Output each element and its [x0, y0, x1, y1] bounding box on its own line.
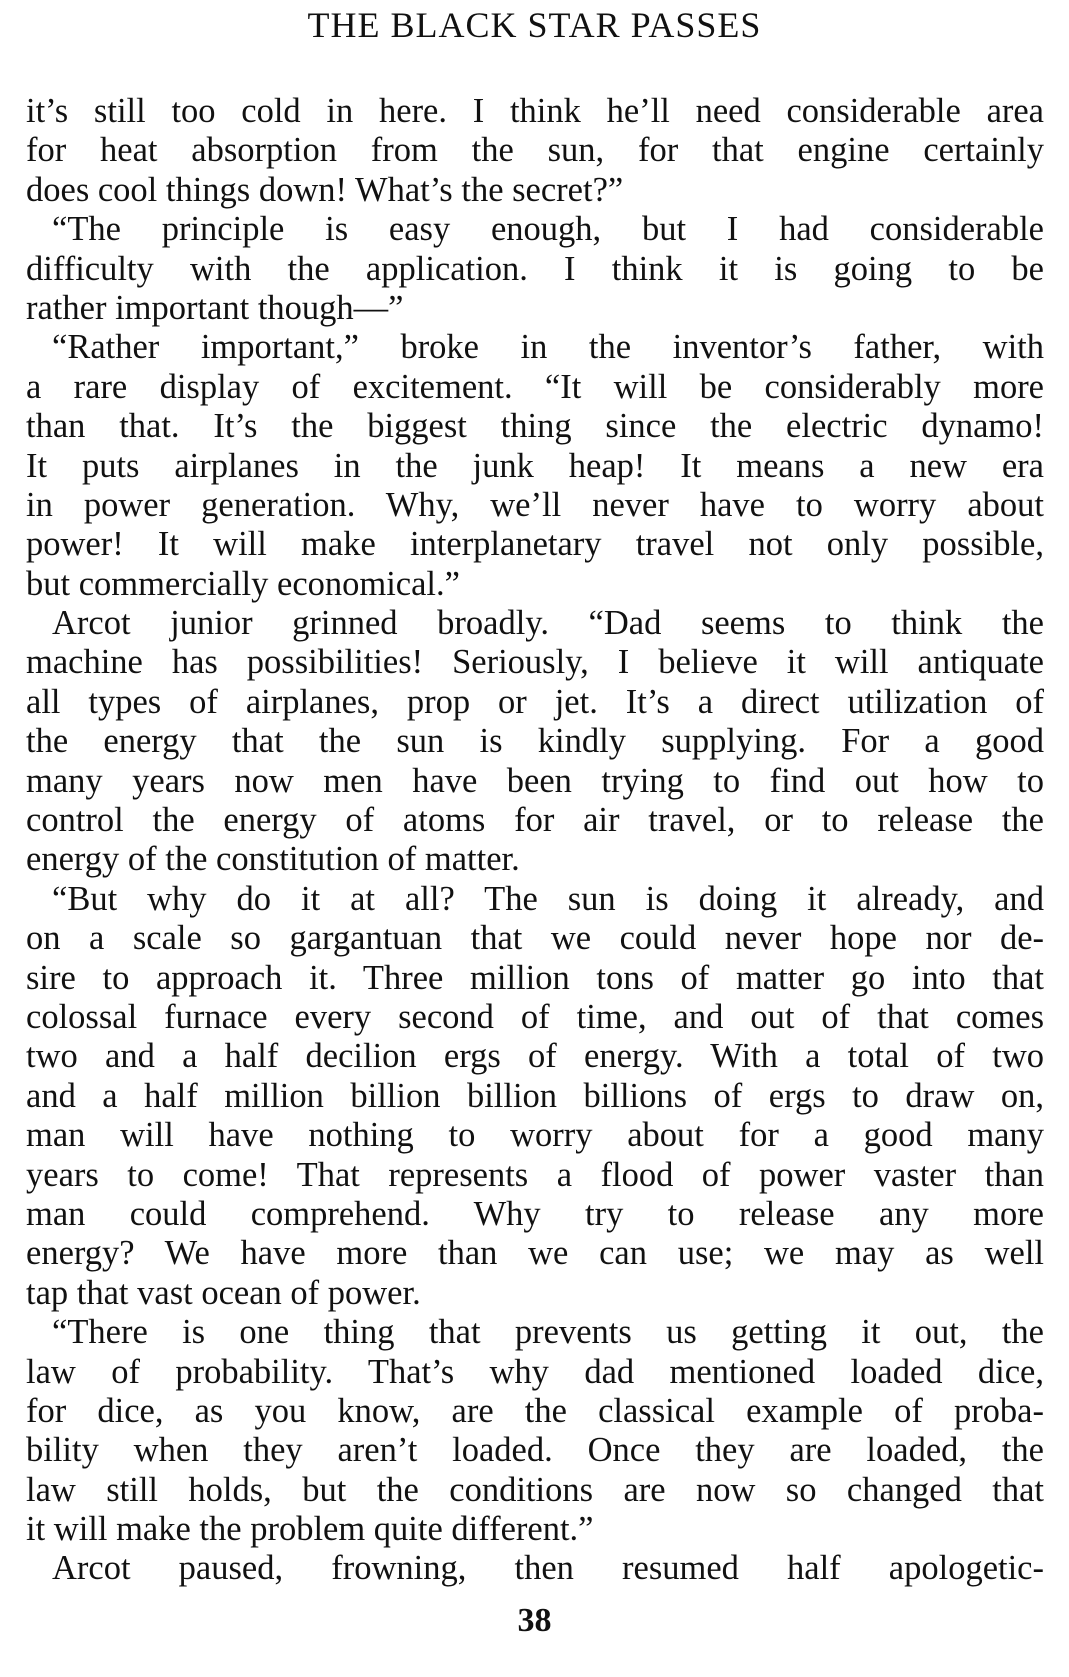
running-head: THE BLACK STAR PASSES — [307, 5, 762, 45]
text-line: but commercially economical.” — [26, 564, 460, 603]
text-line: bility when they aren’t loaded. Once they are loaded, the — [26, 1431, 1044, 1470]
text-line: does cool things down! What’s the secret?” — [26, 170, 624, 209]
text-line: It puts airplanes in the junk heap! It means a new era — [26, 446, 1044, 485]
text-line: law of probability. That’s why dad mentioned loaded dice, — [26, 1352, 1044, 1391]
text-line: on a scale so gargantuan that we could never hope nor de- — [26, 919, 1044, 958]
text-line: sire to approach it. Three million tons of matter go into that — [26, 958, 1044, 997]
text-line: two and a half decilion ergs of energy. With a total of two — [26, 1037, 1044, 1076]
text-line: power! It will make interplanetary travel not only possible, — [26, 525, 1044, 564]
text-line: a rare display of excitement. “It will be considerably more — [26, 367, 1044, 406]
text-line: energy? We have more than we can use; we may as well — [26, 1234, 1044, 1273]
text-line: rather important though—” — [26, 288, 404, 327]
text-line: for dice, as you know, are the classical example of proba- — [26, 1391, 1044, 1430]
text-line: many years now men have been trying to find out how to — [26, 761, 1044, 800]
text-line: it will make the problem quite different.” — [26, 1510, 594, 1549]
text-line: years to come! That represents a flood of power vaster than — [26, 1155, 1044, 1194]
text-line: energy of the constitution of matter. — [26, 840, 520, 879]
text-line: the energy that the sun is kindly supplying. For a good — [26, 722, 1044, 761]
text-line: for heat absorption from the sun, for that engine certainly — [26, 131, 1044, 170]
text-line: difficulty with the application. I think it is going to be — [26, 249, 1044, 288]
text-line: than that. It’s the biggest thing since the electric dynamo! — [26, 407, 1044, 446]
text-line: tap that vast ocean of power. — [26, 1273, 421, 1312]
text-line: machine has possibilities! Seriously, I believe it will antiquate — [26, 643, 1044, 682]
text-line: man will have nothing to worry about for a good many — [26, 1116, 1044, 1155]
text-line: law still holds, but the conditions are now so changed that — [26, 1470, 1044, 1509]
text-line: Arcot paused, frowning, then resumed half apologetic- — [52, 1549, 1044, 1588]
text-line: “Rather important,” broke in the inventor’s father, with — [52, 328, 1044, 367]
text-line: “There is one thing that prevents us getting it out, the — [52, 1313, 1044, 1352]
text-line: control the energy of atoms for air travel, or to release the — [26, 801, 1044, 840]
text-line: man could comprehend. Why try to release any more — [26, 1194, 1044, 1233]
text-line: colossal furnace every second of time, and out of that comes — [26, 997, 1044, 1036]
text-line: Arcot junior grinned broadly. “Dad seems to think the — [52, 604, 1044, 643]
text-line: “The principle is easy enough, but I had considerable — [52, 210, 1044, 249]
text-line: and a half million billion billion billions of ergs to draw on, — [26, 1076, 1044, 1115]
body-text — [26, 92, 1044, 1589]
text-line: in power generation. Why, we’ll never have to worry about — [26, 485, 1044, 524]
text-line: all types of airplanes, prop or jet. It’s a direct utilization of — [26, 682, 1044, 721]
text-line: it’s still too cold in here. I think he’ll need considerable area — [26, 92, 1044, 130]
text-line: “But why do it at all? The sun is doing it already, and — [52, 879, 1044, 918]
page-number: 38 — [517, 1602, 552, 1639]
